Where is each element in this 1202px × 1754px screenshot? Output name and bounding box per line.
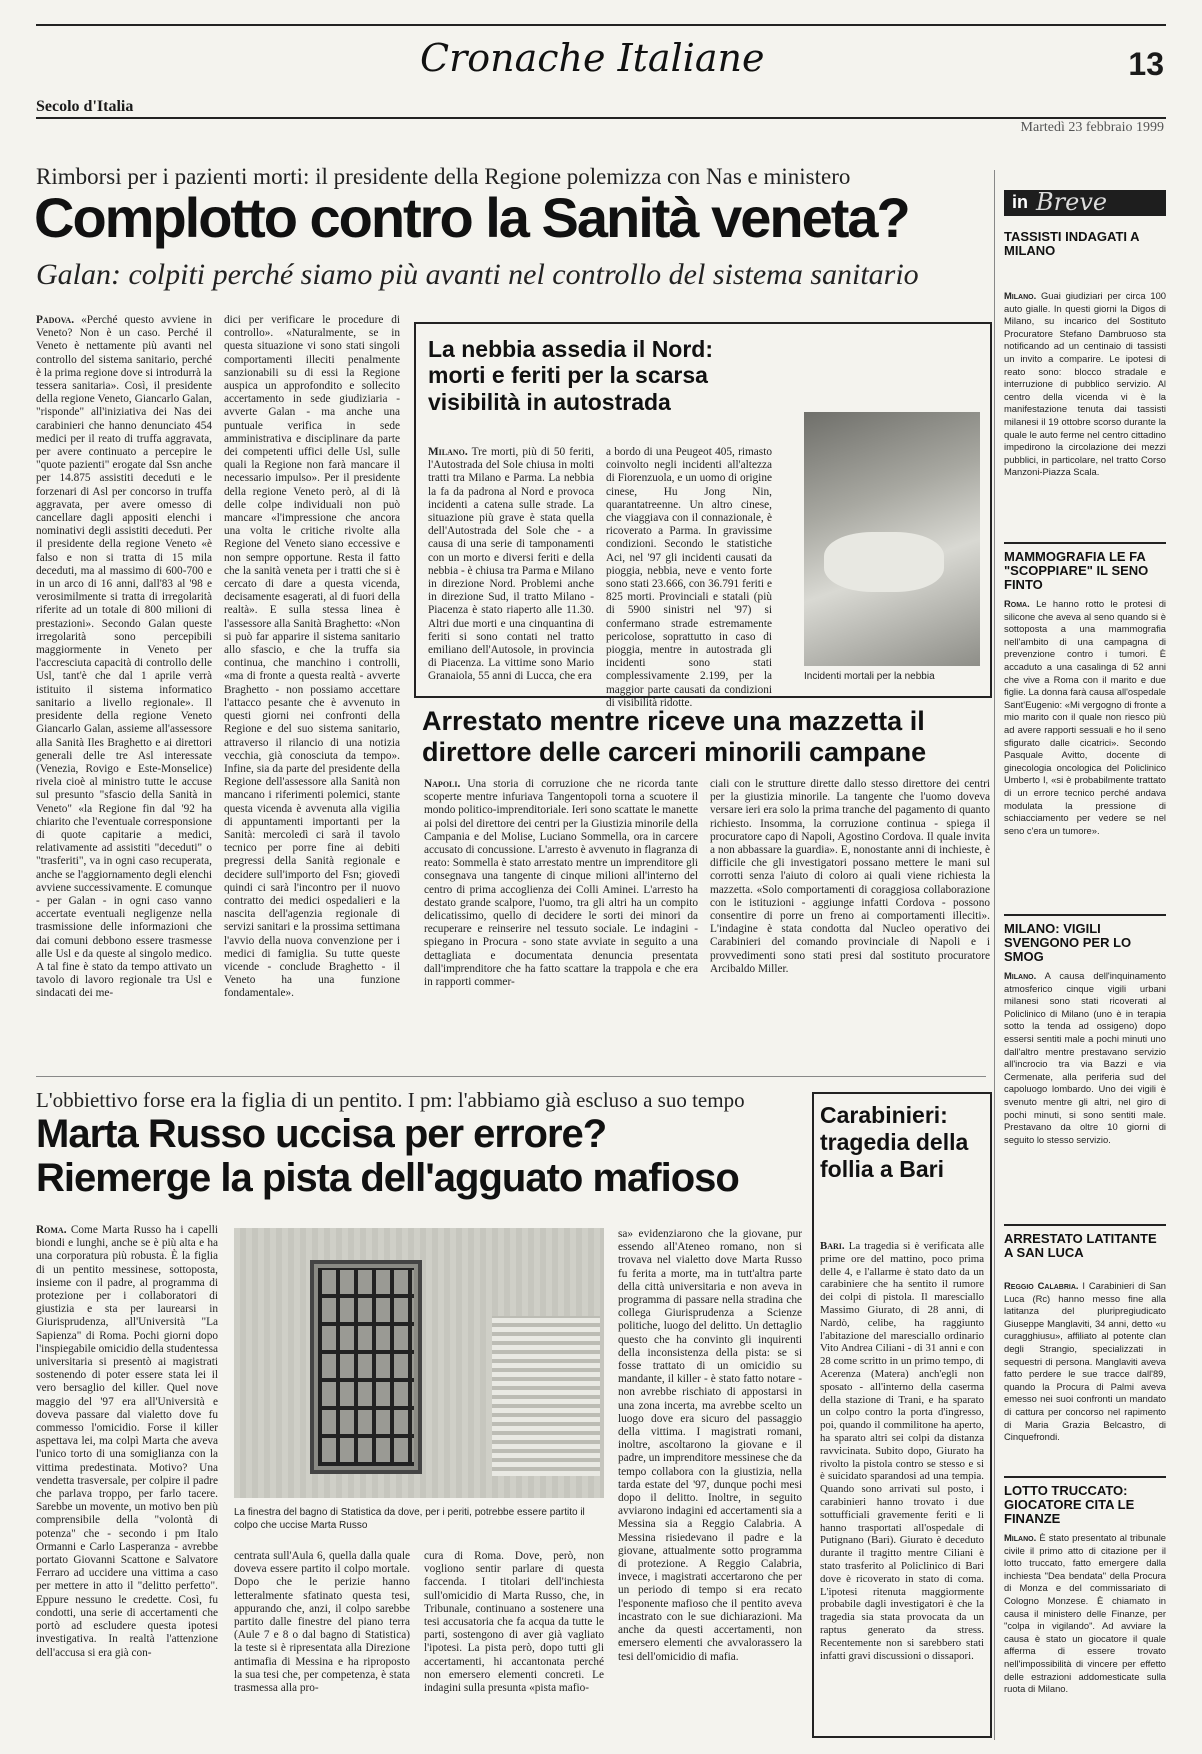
main-dateline: Padova.: [36, 314, 75, 326]
main-headline: Complotto contro la Sanità veneta?: [34, 186, 909, 249]
brief-4-dateline: Reggio Calabria.: [1004, 1280, 1079, 1291]
section-logo: Cronache Italiane: [420, 36, 765, 80]
marta-headline-2: Riemerge la pista dell'agguato mafioso: [36, 1156, 739, 1200]
brief-4-title: ARRESTATO LATITANTE A SAN LUCA: [1004, 1231, 1157, 1260]
inbreve-breve: Breve: [1036, 188, 1108, 216]
top-rule: [36, 24, 1166, 26]
bari-headline: Carabinieri: tragedia della follia a Bari: [820, 1102, 969, 1182]
wreck-shape: [824, 532, 944, 592]
section-rule: [36, 1076, 986, 1077]
brief-separator-4: [1004, 1476, 1166, 1478]
brief-2-title: MAMMOGRAFIA LE FA "SCOPPIARE" IL SENO FINTO: [1004, 549, 1149, 592]
brief-2-text: Roma. Le hanno rotto le protesi di silicone che aveva al seno quando si è sottoposta a una mammografia nell'ambito di una campagna di prevenzione contro i tumori. È accaduto a una casalinga di 52 anni che vive a Roma con il marito e due figlie. La donna farà causa all'ospedale Sant'Eugenio: «Mi vergogno di fronte a mio marito con il quale non riesco più ad avere rapporti sessuali e ho il seno sfigurato dalle cicatrici». Secondo Pasquale Avitto, docente di ginecologia oncologica del Policlinico Umberto I, «si è probabilmente trattato di un errore tecnico perché andava modulata la pressione di schiacciamento per vedere se nel seno c'era un tumore».: [1004, 598, 1167, 836]
marta-column-2: centrata sull'Aula 6, quella dalla quale doveva essere partito il colpo mortale. Dopo che le perizie hanno letteralmente sfatinato questa tesi, appurando che, anzi, il colpo sarebbe partito dalle finestre del piano terra (Aule 7 e 8 o dal bagno di Statistica) la teste si è ripresentata alla Direzione antimafia di Messina e ha riproposto la sua tesi che, per competenza, è stata trasmessa alla pro-: [234, 1550, 410, 1695]
brief-3-dateline: Milano.: [1004, 970, 1037, 981]
bari-dateline: Bari.: [820, 1240, 845, 1252]
brief-separator-3: [1004, 1224, 1166, 1226]
main-subhead: Galan: colpiti perché siamo più avanti nel controllo del sistema sanitario: [36, 258, 919, 291]
brief-5-dateline: Milano.: [1004, 1532, 1037, 1543]
arresto-column-1: Napoli. Una storia di corruzione che ne ricorda tante scoperte mentre infuriava Tangentopoli torna a scuotere il mondo politico-imprenditoriale. Ieri sono scattate le manette ai polsi del direttore dei centri per la Giustizia minorile della Campania e del Molise, Luciano Sommella, ora in carcere accusato di concussione. L'arresto è avvenuto in flagranza di reato: Sommella è stato arrestato mentre un imprenditore gli consegnava una tangente di cinque milioni all'interno del centro di prima accoglienza dei Colli Aminei. L'arresto ha destato grande scalpore, l'uomo, tra gli altri ha un compito delicatissimo, quello di decidere le sorti dei minori da recuperare e reinserire nel tessuto sociale. Le indagini - spiegano in Procura - sono state avviate in seguito a una dettagliata e documentata denuncia presentata dall'imprenditore che ha fatto scattare la trappola e che era in rapporti commer-: [424, 778, 698, 989]
issue-date: Martedì 23 febbraio 1999: [1020, 120, 1164, 135]
arresto-column-2: ciali con le strutture dirette dallo stesso direttore dei centri per la giustizia minorile. La tangente che l'uomo doveva versare ieri era solo la prima tranche del pagamento di quanto richiesto. Insomma, la corruzione continua - spiega il procuratore capo di Napoli, Agostino Cordova. Il quale invita a non abbassare la guardia». E, nonostante anni di inchieste, è difficile che gli investigatori possano mettere le mani sul corrotti senza l'aiuto di coloro ai quali viene richiesta la mazzetta. «Solo comportamenti di coraggiosa collaborazione con le istituzioni - aggiunge infatti Cordova - possono consentire di porre un freno ai comportamenti illeciti». L'indagine è stata condotta dal Nucleo operativo dei Carabinieri del comando provinciale di Napoli e i provvedimenti sono stati presi dal sostituto procuratore Arcibaldo Miller.: [710, 778, 990, 975]
nebbia-photo: [804, 412, 980, 666]
newspaper-name: Secolo d'Italia: [36, 98, 134, 115]
marta-headline-1: Marta Russo uccisa per errore?: [36, 1112, 607, 1156]
marta-photo-caption: La finestra del bagno di Statistica da dove, per i periti, potrebbe essere partito il colpo che uccise Marta Russo: [234, 1507, 585, 1531]
marta-column-4: sa» evidenziarono che la giovane, pur essendo all'Ateneo romano, non si trovava nel vialetto dove Marta Russo fu ferita a morte, ma in tutt'altra parte della città universitaria e non aveva in programma di passare nella stradina che collega Giurisprudenza a Scienze politiche, luogo del delitto. Un dettaglio questo che ha convinto gli inquirenti della inconsistenza della pista: se si fosse trattato di un omicidio su mandante, il killer - è stato fatto notare - non avrebbe rischiato di appostarsi in una zona incerta, ma avrebbe scelto un luogo dove era sicuro del passaggio della vittima. I magistrati romani, inoltre, ascoltarono la giovane e il padre, un imprenditore messinese che da tempo collabora con la giustizia, nella tarda estate del '97, dunque pochi mesi dopo il delitto. Inoltre, in seguito avviarono indagini ed accertamenti sia a Messina sia a Reggio Calabria. A Messina risiedevano il padre e la giovane, attualmente sotto programma di protezione. A Reggio Calabria, invece, i magistrati accertarono che per un periodo di tempo si era recato l'esponente mafioso che il pentito aveva incastrato con le sue dichiarazioni. Ma anche da questi accertamenti, non emersero elementi che avvalorassero la tesi dell'omicidio di mafia.: [618, 1228, 802, 1663]
sidebar-rule: [994, 170, 995, 1740]
inbreve-banner: [1004, 190, 1166, 216]
window-bars: [318, 1268, 414, 1466]
marta-kicker: L'obbiettivo forse era la figlia di un pentito. I pm: l'abbiamo già escluso a suo tempo: [36, 1088, 745, 1112]
main-column-2: dici per verificare le procedure di controllo». «Naturalmente, se in questa situazione vi sono stati singoli comportamenti illeciti penalmente sanzionabili su di essi la Regione auspica un approfondito e sollecito accertamento in sede giudiziaria - avverte Galan - ma anche una puntuale verifica in sede amministrativa e disciplinare da parte dei competenti uffici delle Usl, sulle quali la Regione non farà mancare il necessario impulso». Per il presidente della regione Veneto però, al di là delle colpe individuali non può mancare «l'impressione che ancora una volta le critiche rivolte alla Regione del Veneto siano eccessive e non sempre opportune. Resta il fatto che la sanità veneta per i tratti che si è cercato di dare a questa vicenda, decisamente esagerati, al di fuori della realtà». E sulla stessa linea è l'assessore alla Sanità Braghetto: «Non si può far apparire il sistema sanitario allo sfascio, e che la truffa sia continua, che manchino i controlli, «ma di fronte a questa realtà - avverte Braghetto - non possiamo accettare l'attacco pesante che è avvenuto in questi giorni nei confronti della Regione e del suo sistema sanitario, attraverso il rilancio di una notizia vecchia, già conosciuta da tempo». Infine, sia da parte del presidente della Regione dell'assessore alla Sanità non mancano i riferimenti polemici, stante questa vicenda è avvenuta alla vigilia di appuntamenti importanti per la Sanità: mercoledì ci sarà il tavolo tecnico per porre fine ai debiti pregressi della Sanità regionale e decidere sull'importo del Fsn; giovedì quindi ci sarà l'incontro per il nuovo contratto dei medici ospedalieri e la nascita dell'agenzia regionale di servizi sanitari e la prossima settimana l'avvio della nuova convenzione per i medici di famiglia. Su tutte queste vicende - conclude Braghetto - il Veneto ha una funzione fondamentale».: [224, 314, 400, 1000]
nebbia-column-2: a bordo di una Peugeot 405, rimasto coinvolto negli incidenti all'altezza di Fiorenzuola, e un uomo di origine cinese, Hu Jong Nin, quarantatreenne. Un altro cinese, che viaggiava con il connazionale, è ricoverato a Parma. In gravissime condizioni. Secondo le statistiche Aci, nel '97 gli incidenti causati da pioggia, nebbia, neve e vento forte sono stati 23.666, con 36.791 feriti e 825 morti. Provinciali e statali (più di 5900 sinistri nel '97) si confermano strade estremamente pericolose, soprattutto in caso di pioggia, mentre in autostrada gli incidenti sono stati complessivamente 2.199, per la maggior parte causati da condizioni di visibilità ridotte.: [606, 446, 772, 709]
brief-separator-2: [1004, 914, 1166, 916]
nebbia-headline: La nebbia assedia il Nord: morti e feriti per la scarsa visibilità in autostrada: [428, 336, 714, 415]
arresto-headline: Arrestato mentre riceve una mazzetta il direttore delle carceri minorili campane: [422, 706, 927, 767]
brief-3-text: Milano. A causa dell'inquinamento atmosferico cinque vigili urbani milanesi sono stati ricoverati al Policlinico di Milano (uno è in terapia sotto la tenda ad ossigeno) dopo essersi sentiti male a pochi minuti uno dall'altro mentre prestavano servizio all'incrocio tra via Bazzi e via Cermenate, alla periferia sud del capoluogo lombardo. Uno dei vigili è svenuto mentre gli altri, nel giro di pochi minuti, si sono sentiti male. Prestavano da oltre 10 giorni di seguito lo stesso servizio.: [1004, 970, 1167, 1145]
brief-separator-1: [1004, 542, 1166, 544]
marta-dateline: Roma.: [36, 1224, 67, 1236]
brief-1-dateline: Milano.: [1004, 290, 1037, 301]
main-column-1: Padova. «Perché questo avviene in Veneto? Non è un caso. Perché il Veneto è nettamente più avanti nel controllo del sistema sanitario, perché è la prima regione dove si introdurrà la tessera sanitaria». Così, il presidente della regione Veneto, Giancarlo Galan, "risponde" all'iniziativa dei Nas dei carabinieri che hanno denunciato 454 medici per il reato di truffa aggravata, per avere continuato a percepire le "quote pazienti" erogate dal Ssn anche per 14.875 assistiti deceduti e le forzenari di Asl per concorso in truffa aggravata, per avere omesso di cancellare dagli appositi elenchi i nominativi degli assistiti deceduti. Per il presidente della regione Veneto «è falso e non si tratta di 15 mila deceduti, ma al massimo di 600-700 e in un arco di 16 anni, dall'83 al '98 e verosimilmente si tratta di irregolarità riferite ad un totale di 800 milioni di prestazioni». Secondo Galan queste irregolarità sono percepibili maggiormente in Veneto per l'accresciuta capacità di controllo delle Usl, tant'è che dal 1 aprile verrà istituito il sistema informatico sanitario a livello regionale». Il presidente della regione Veneto Giancarlo Galan, assieme all'assessore alla Sanità Iles Braghetto e ai direttori generali delle tre Asl interessate (Venezia, Rovigo e Este-Monselice) rivela cioè al ministro tutte le accuse sul presunto "sfascio della Sanità in Veneto" «la Regione fin dal '92 ha chiarito che l'eventuale corresponsione di quote capitarie a medici, relativamente ad assistiti "deceduti" o "trasferiti", va in ogni caso recuperata, anche se l'aggiornamento degli elenchi avviene successivamente. E comunque - per Galan - in ogni caso vanno accertate eventuali negligenze nella trasmissione delle informazioni che dai comuni debbono essere trasmesse alle Usl e da queste al singolo medico. A tal fine è stato da tempo attivato un tavolo di lavoro regionale tra Usl e sindacati dei me-: [36, 314, 212, 1000]
marta-photo: [234, 1228, 604, 1498]
brief-4-text: Reggio Calabria. I Carabinieri di San Luca (Rc) hanno messo fine alla latitanza del pluripregiudicato Giuseppe Manglaviti, 34 anni, detto «u curagghiusu», affiliato al potente clan degli Strangio, specializzati in sequestri di persona. Manglaviti aveva fatto perdere le sue tracce dall'89, quando la Procura di Palmi aveva emesso nei suoi confronti un mandato di cattura per concorso nel rapimento di Maria Grazia Belcastro, di Cinquefrondi.: [1004, 1280, 1167, 1443]
arresto-dateline: Napoli.: [424, 778, 461, 790]
brief-1-text: Milano. Guai giudiziari per circa 100 auto gialle. In questi giorni la Digos di Milano, su incarico del Sostituto Procuratore Stefano Dambruoso sta notificando ad un centinaio di tassisti un invito a comparire. Le ipotesi di reato sono: blocco stradale e interruzione di pubblico servizio. Al centro della vicenda vi è la manifestazione tenuta dai tassisti milanesi il 19 ottobre scorso durante la quale le auto ferme nel centro cittadino impedirono la circolazione dei mezzi pubblici, in particolare, nel tratto Corso Manzoni-Piazza Scala.: [1004, 290, 1166, 478]
main-kicker: Rimborsi per i pazienti morti: il presidente della Regione polemizza con Nas e ministero: [36, 164, 851, 189]
page-number: 13: [1128, 46, 1164, 82]
brief-3-title: MILANO: VIGILI SVENGONO PER LO SMOG: [1004, 921, 1132, 964]
marta-column-3: cura di Roma. Dove, però, non vogliono sentir parlare di questa faccenda. I titolari dell'inchiesta sull'omicidio di Marta Russo, che, in Tribunale, continuano a sostenere una tesi accusatoria che fa acqua da tutte le parti, sostengono di aver già vagliato l'ipotesi. La pista però, dopo tutti gli accertamenti, hi accantonata perché non emersero elementi concreti. Le indagini sulla presunta «pista mafio-: [424, 1550, 604, 1695]
nebbia-column-1: Milano. Tre morti, più di 50 feriti, l'Autostrada del Sole chiusa in molti tratti tra Milano e Parma. La nebbia la fa da padrona al Nord e provoca incidenti a catena sulle strade. La situazione più grave è stata quella dell'Autostrada del Sole che - a causa di una serie di tamponamenti con un morto e diversi feriti e della nebbia - è chiusa tra Parma e Milano in direzione Nord. Problemi anche in direzione Sud, il tratto Milano - Piacenza è stato riaperto alle 11.30. Altri due morti e una cinquantina di feriti si sono contati nel tratto emiliano dell'Autosole, in provincia di Piacenza. La vittime sono Mario Granaiola, 55 anni di Lucca, che era: [428, 446, 595, 683]
bari-body: Bari. La tragedia si è verificata alle prime ore del mattino, poco prima delle 4, e l'allarme è stato dato da un carabiniere che ha sentito il rumore dei colpi di pistola. Il maresciallo Massimo Giurato, di 28 anni, di Nardò, celibe, ha raggiunto l'abitazione del maresciallo ordinario Vito Andrea Ciliani - di 31 anni e con 28 come scritto in un primo tempo, di Acerenza (Matera) anch'egli non sposato - all'interno della caserma della stazione di Trani, e ha sparato un colpo contro la porta d'ingresso, poi, quando il commilitone ha aperto, ha sparato altri sei colpi da distanza ravvicinata. Subito dopo, Giurato ha rivolto la pistola contro se stesso e si è suicidato sparandosi ad una tempia. Quando sono arrivati sul posto, i carabinieri hanno trovato i due sottufficiali gravemente feriti e li hanno trasportati all'ospedale di Putignano (Bari). Giurato è deceduto durante il tragitto mentre Ciliani è stato trasferito al Policlinico di Bari dove è ricoverato in stato di coma. L'ipotesi ritenuta maggiormente probabile dagli investigatori è che la tragedia sia stata provocata da un raptus generato da stress. Recentemente non si sarebbero stati infatti gravi discussioni o dissapori.: [820, 1240, 984, 1662]
masthead-rule: [36, 117, 1166, 119]
brief-5-text: Milano. È stato presentato al tribunale civile il primo atto di citazione per il lotto truccato, fatto emergere dalla inchiesta "Dea bendata" della Procura di Monza e del commissariato di Cologno Monzese. È chiamato in causa il ministero delle Finanze, per "colpa in vigilando". Ad avviare la causa è stato un giocatore il quale afferma di essere trovato nell'impossibilità di vincere per effetto delle estrazioni addomesticate sulla ruota di Milano.: [1004, 1532, 1167, 1695]
brief-5-title: LOTTO TRUCCATO: GIOCATORE CITA LE FINANZE: [1004, 1483, 1135, 1526]
brief-1-title: TASSISTI INDAGATI A MILANO: [1004, 229, 1140, 258]
shutter: [492, 1316, 600, 1476]
nebbia-photo-caption: Incidenti mortali per la nebbia: [804, 671, 935, 682]
inbreve-in: in: [1012, 192, 1028, 212]
nebbia-dateline: Milano.: [428, 446, 468, 458]
marta-column-1: Roma. Come Marta Russo ha i capelli biondi e lunghi, anche se è più alta e ha una corporatura più robusta. È la figlia di un pentito messinese, sottoposta, insieme con il padre, al programma di protezione per i collaboratori di giustizia e sta per laurearsi in Giurisprudenza, all'Università "La Sapienza" di Roma. Pochi giorni dopo l'inspiegabile omicidio della studentessa universitaria si presentò ai magistrati sostenendo di poter essere stata lei il vero bersaglio del killer. Quel nove maggio del '97 era all'Università e doveva passare dal vialetto dove fu commesso l'omicidio. Forse il killer aspettava lei, ma colpì Marta che aveva l'unico torto di una somiglianza con la vittima predestinata. Motivo? Una vendetta trasversale, per colpire il padre che parlava troppo, per farlo tacere. Sarebbe un movente, un motivo ben più comprensibile della "volontà di potenza" che - secondo i pm Italo Ormanni e Carlo Lasperanza - avrebbe portato Giovanni Scattone e Salvatore Ferraro ad uccidere una vittima a caso per mettere in atto il "delitto perfetto". Eppure nessuno le credette. Così, fu condotti, una serie di accertamenti che portò ad escludere questa ipotesi investigativa. In realtà l'attenzione dell'accusa si era già con-: [36, 1224, 218, 1659]
brief-2-dateline: Roma.: [1004, 598, 1030, 609]
